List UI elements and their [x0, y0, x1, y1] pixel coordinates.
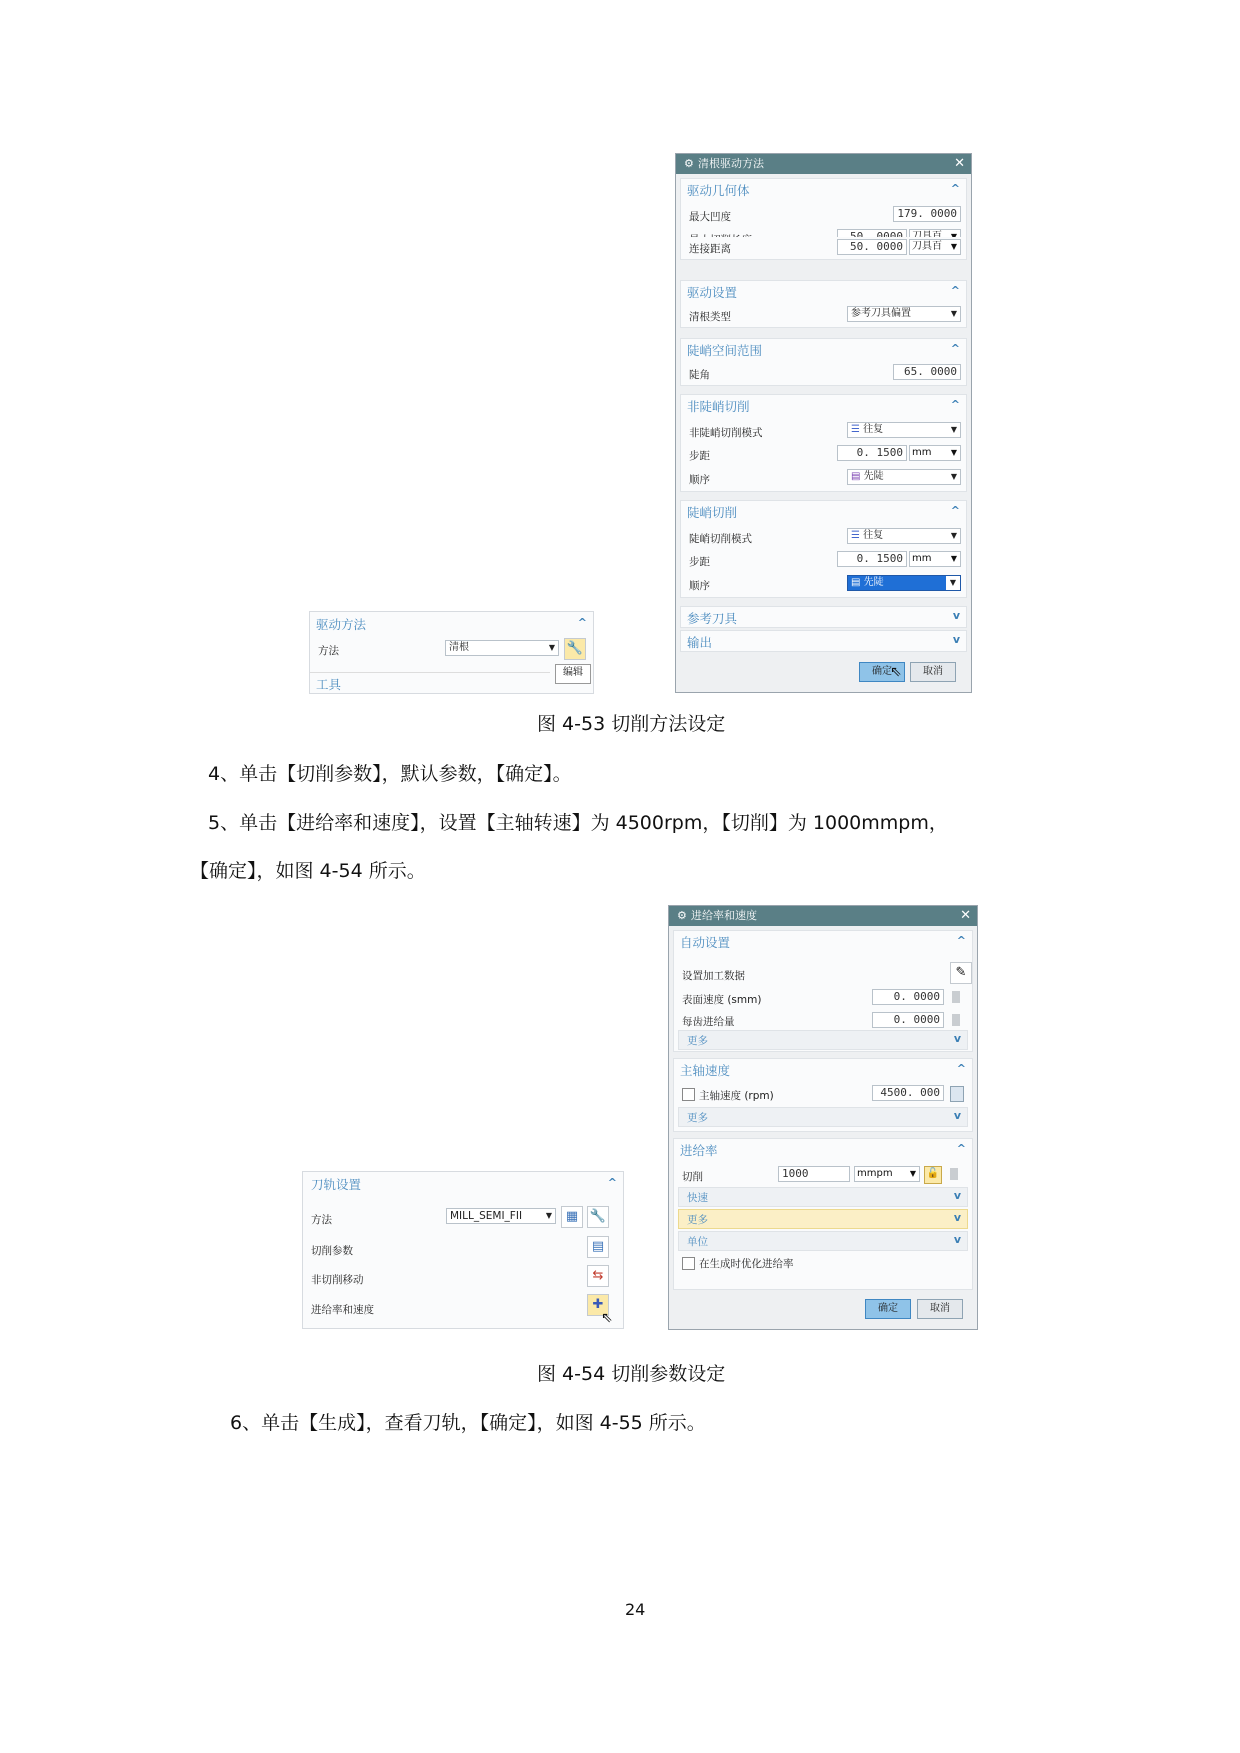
chevron-down-icon[interactable]: v — [953, 1109, 961, 1122]
chevron-down-icon[interactable]: v — [953, 1189, 961, 1202]
steep-mode-select[interactable] — [847, 528, 961, 544]
optimize-feed-label: 在生成时优化进给率 — [699, 1258, 794, 1270]
section-title[interactable]: 主轴速度 — [680, 1063, 731, 1078]
more-row[interactable] — [678, 1030, 968, 1050]
section-title[interactable]: 参考刀具 — [687, 611, 738, 626]
feed-per-tooth-label: 每齿进给量 — [682, 1016, 735, 1028]
dropdown-arrow-icon: ▼ — [950, 425, 957, 434]
select-value: 往复 — [863, 530, 884, 541]
order-icon: ▤ — [851, 471, 861, 482]
select-value: 往复 — [863, 424, 884, 435]
steep-angle-input[interactable]: 65. 0000 — [893, 364, 961, 380]
steep-order-select[interactable] — [847, 575, 961, 591]
link-distance-input[interactable]: 50. 0000 — [837, 239, 907, 255]
ok-button[interactable]: 确定 — [859, 662, 905, 682]
unit-text: mm — [912, 553, 932, 564]
non-steep-mode-label: 非陡峭切削模式 — [689, 427, 763, 439]
dialog-titlebar[interactable] — [669, 906, 977, 926]
paragraph-5-line-2: 【确定】，如图 4-54 所示。 — [190, 860, 426, 882]
section-drive-geometry-cont — [680, 237, 967, 260]
cut-feed-unit-select[interactable] — [854, 1166, 920, 1182]
dialog-titlebar[interactable] — [676, 154, 971, 174]
section-steep-cut — [680, 500, 967, 598]
paragraph-6: 6、单击【生成】，查看刀轨，【确定】，如图 4-55 所示。 — [230, 1412, 706, 1434]
non-steep-step-input[interactable]: 0. 1500 — [837, 445, 907, 461]
max-concave-input[interactable]: 179. 0000 — [893, 206, 961, 222]
close-icon[interactable]: ✕ — [954, 156, 965, 171]
surface-speed-input[interactable]: 0. 0000 — [872, 989, 944, 1005]
panel-title[interactable]: 驱动方法 — [316, 617, 367, 632]
spindle-checkbox[interactable] — [682, 1088, 695, 1101]
paragraph-4: 4、单击【切削参数】，默认参数，【确定】。 — [208, 763, 572, 785]
cut-feed-label: 切削 — [682, 1171, 703, 1183]
chevron-up-icon[interactable]: ^ — [956, 1062, 966, 1075]
non-steep-step-label: 步距 — [689, 450, 710, 462]
section-title[interactable]: 陡峭切削 — [687, 505, 738, 520]
tool-section-title[interactable]: 工具 — [316, 677, 342, 692]
divider — [310, 672, 550, 673]
dropdown-arrow-icon: ▼ — [950, 531, 957, 540]
feeds-speeds-dialog — [668, 905, 978, 1330]
cursor-icon: ⇖ — [601, 1310, 613, 1326]
dropdown-arrow-icon: ▼ — [909, 1169, 916, 1178]
chevron-down-icon[interactable]: v — [952, 633, 960, 646]
section-non-steep-cut — [680, 394, 967, 492]
chevron-up-icon[interactable]: ^ — [956, 1142, 966, 1155]
cancel-button[interactable]: 取消 — [910, 662, 956, 682]
set-machining-data-label: 设置加工数据 — [682, 970, 745, 982]
lock-icon[interactable]: 🔓 — [924, 1166, 942, 1184]
steep-step-unit-select[interactable] — [909, 551, 961, 567]
dropdown-arrow-icon: ▼ — [950, 448, 957, 457]
section-title[interactable]: 输出 — [687, 635, 713, 650]
feeds-speeds-icon[interactable]: ✚ — [587, 1294, 609, 1316]
edit-wrench-icon[interactable]: 🔧 — [587, 1206, 609, 1228]
section-title[interactable]: 陡峭空间范围 — [687, 343, 763, 358]
chevron-down-icon[interactable]: v — [953, 1032, 961, 1045]
drive-method-panel — [309, 611, 594, 694]
more-row[interactable] — [678, 1107, 968, 1127]
section-title[interactable]: 驱动几何体 — [687, 183, 750, 198]
section-drive-settings — [680, 280, 967, 328]
rapid-row[interactable] — [678, 1187, 968, 1207]
calculator-icon[interactable] — [952, 1014, 960, 1026]
method-label: 方法 — [318, 645, 339, 657]
surface-speed-label: 表面速度 (smm) — [682, 994, 762, 1006]
section-reference-tool[interactable] — [680, 606, 967, 628]
figure-caption: 图 4-54 切削参数设定 — [537, 1363, 726, 1385]
non-cut-moves-label: 非切削移动 — [311, 1274, 364, 1286]
clean-type-select[interactable] — [847, 306, 961, 322]
spindle-speed-label: 主轴速度 (rpm) — [699, 1090, 774, 1102]
dropdown-arrow-icon: ▼ — [946, 576, 960, 590]
steep-angle-label: 陡角 — [689, 369, 710, 381]
method-select[interactable] — [446, 1208, 556, 1224]
rapid-label[interactable]: 快速 — [687, 1192, 708, 1204]
section-title[interactable]: 自动设置 — [680, 935, 731, 950]
steep-step-input[interactable]: 0. 1500 — [837, 551, 907, 567]
cancel-button[interactable]: 取消 — [917, 1299, 963, 1319]
dropdown-arrow-icon: ▼ — [545, 1211, 552, 1220]
dropdown-arrow-icon: ▼ — [950, 309, 957, 318]
dropdown-arrow-icon: ▼ — [548, 643, 555, 652]
zigzag-icon: ☰ — [851, 530, 860, 541]
cursor-icon: ⇖ — [890, 664, 902, 680]
section-title[interactable]: 驱动设置 — [687, 285, 738, 300]
non-steep-mode-select[interactable] — [847, 422, 961, 438]
units-label[interactable]: 单位 — [687, 1236, 708, 1248]
paragraph-5-line-1: 5、单击【进给率和速度】，设置【主轴转速】为 4500rpm，【切削】为 1000mmpm， — [208, 812, 948, 834]
dialog-title: 进给率和速度 — [691, 909, 757, 922]
chevron-down-icon[interactable]: v — [952, 609, 960, 622]
calculator-icon[interactable] — [950, 1168, 958, 1180]
unit-text: mmpm — [857, 1168, 893, 1179]
calculator-icon[interactable] — [950, 1086, 964, 1102]
feeds-speeds-label: 进给率和速度 — [311, 1304, 374, 1316]
create-method-icon[interactable]: ▦ — [561, 1206, 583, 1228]
section-title[interactable]: 进给率 — [680, 1143, 718, 1158]
cut-params-icon[interactable]: ▤ — [587, 1236, 609, 1258]
order-icon: ▤ — [851, 577, 861, 588]
chevron-up-icon[interactable]: ^ — [577, 616, 587, 629]
clean-type-label: 清根类型 — [689, 311, 731, 323]
unit-text: mm — [912, 447, 932, 458]
gear-icon: ⚙ — [677, 909, 687, 922]
more-row[interactable] — [678, 1209, 968, 1229]
non-steep-step-unit-select[interactable] — [909, 445, 961, 461]
section-steep-range — [680, 338, 967, 386]
tool-path-settings-panel — [302, 1171, 624, 1329]
more-label[interactable]: 更多 — [687, 1112, 708, 1124]
chevron-up-icon[interactable]: ^ — [607, 1176, 617, 1189]
more-label[interactable]: 更多 — [687, 1214, 708, 1226]
chevron-up-icon[interactable]: ^ — [950, 504, 960, 517]
chevron-up-icon[interactable]: ^ — [950, 284, 960, 297]
section-output[interactable] — [680, 630, 967, 652]
steep-order-label: 顺序 — [689, 580, 710, 592]
unit-text: 刀具百 — [912, 241, 942, 252]
chevron-up-icon[interactable]: ^ — [956, 934, 966, 947]
chevron-up-icon[interactable]: ^ — [950, 182, 960, 195]
dropdown-arrow-icon: ▼ — [950, 242, 957, 251]
method-label: 方法 — [311, 1214, 332, 1226]
section-title[interactable]: 非陡峭切削 — [687, 399, 750, 414]
select-value: MILL_SEMI_FII — [450, 1210, 523, 1222]
section-feed-rate — [673, 1138, 973, 1290]
page-number: 24 — [625, 1600, 646, 1619]
more-label[interactable]: 更多 — [687, 1035, 708, 1047]
dropdown-arrow-icon: ▼ — [950, 554, 957, 563]
select-value: 清根 — [449, 642, 469, 653]
section-auto-settings — [673, 930, 973, 1052]
clean-up-drive-dialog — [675, 153, 972, 693]
dropdown-arrow-icon: ▼ — [950, 472, 957, 481]
gear-icon: ⚙ — [684, 157, 694, 170]
close-icon[interactable]: ✕ — [960, 908, 971, 923]
steep-step-label: 步距 — [689, 556, 710, 568]
spindle-speed-input[interactable]: 4500. 000 — [872, 1085, 944, 1101]
dialog-title: 清根驱动方法 — [698, 157, 764, 170]
panel-title[interactable]: 刀轨设置 — [311, 1177, 362, 1192]
calculator-icon[interactable] — [952, 991, 960, 1003]
non-steep-order-select[interactable] — [847, 469, 961, 485]
edit-tooltip: 编辑 — [555, 664, 591, 684]
cut-params-label: 切削参数 — [311, 1245, 353, 1257]
section-spindle-speed — [673, 1058, 973, 1132]
set-data-wand-icon[interactable]: ✎ — [950, 962, 972, 984]
non-steep-order-label: 顺序 — [689, 474, 710, 486]
select-value: 先陡 — [863, 471, 884, 482]
select-value: 参考刀具偏置 — [851, 308, 911, 319]
max-concave-label: 最大凹度 — [689, 211, 731, 223]
steep-mode-label: 陡峭切削模式 — [689, 533, 752, 545]
zigzag-icon: ☰ — [851, 424, 860, 435]
chevron-up-icon[interactable]: ^ — [950, 342, 960, 355]
select-value: 先陡 — [863, 577, 884, 588]
method-select[interactable] — [445, 640, 559, 656]
non-cut-moves-icon[interactable]: ⇆ — [587, 1265, 609, 1287]
link-distance-label: 连接距离 — [689, 243, 731, 255]
units-row[interactable] — [678, 1231, 968, 1251]
edit-wrench-icon[interactable]: 🔧 — [564, 638, 586, 660]
chevron-up-icon[interactable]: ^ — [950, 398, 960, 411]
cut-feed-input[interactable]: 1000 — [778, 1166, 850, 1182]
link-distance-unit-select[interactable] — [909, 239, 961, 255]
ok-button[interactable]: 确定 — [865, 1299, 911, 1319]
optimize-feed-checkbox[interactable] — [682, 1257, 695, 1270]
figure-caption: 图 4-53 切削方法设定 — [537, 713, 726, 735]
feed-per-tooth-input[interactable]: 0. 0000 — [872, 1012, 944, 1028]
chevron-down-icon[interactable]: v — [953, 1211, 961, 1224]
chevron-down-icon[interactable]: v — [953, 1233, 961, 1246]
